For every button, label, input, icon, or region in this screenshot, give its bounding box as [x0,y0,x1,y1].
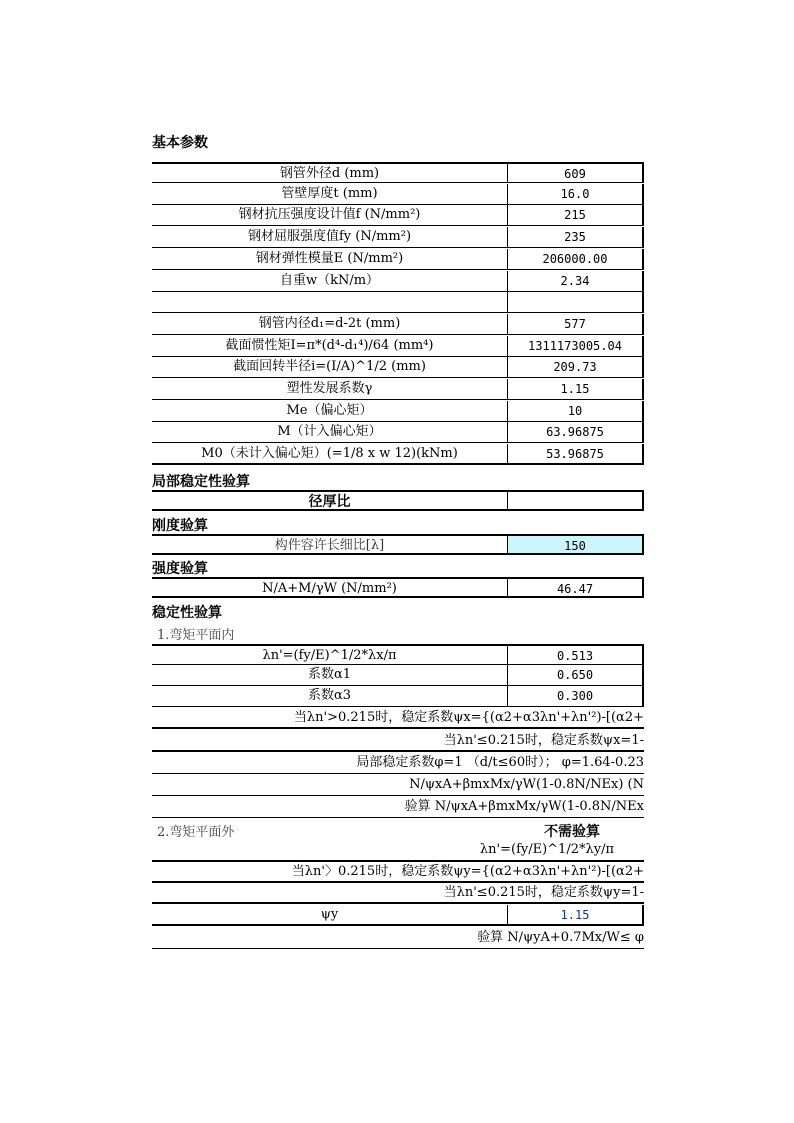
in-plane-check-formula[interactable]: 验算 N/ψxA+βmxMx/γW(1-0.8N/NEx [152,797,644,818]
diameter-thickness-ratio-label: 径厚比 [308,494,351,509]
basic-param-row [152,401,644,422]
local-stability-coefficient[interactable]: 局部稳定系数φ=1 （d/t≤60时）； φ=1.64-0.23 [152,753,644,774]
basic-param-row [152,271,644,292]
in-plane-stress-formula[interactable]: N/ψxA+βmxMx/γW(1-0.8N/NEx) (N [152,775,644,796]
basic-param-row [152,227,644,248]
basic-param-value[interactable] [507,292,644,312]
basic-param-value[interactable]: 209.73 [507,357,644,377]
basic-param-label: 自重w（kN/m） [279,272,380,288]
basic-param-label: 钢管外径d (mm) [279,166,380,181]
section-title-stiffness: 刚度验算 [152,518,208,534]
basic-param-value[interactable]: 2.34 [507,271,644,291]
psi-row [152,905,644,926]
out-plane-title: 2.弯矩平面外 [157,825,235,840]
basic-param-label: M（计入偏心矩） [277,424,382,440]
basic-param-row [152,314,644,335]
diameter-thickness-ratio-value[interactable] [507,492,644,509]
in-plane-title: 1.弯矩平面内 [157,628,235,643]
in-plane-row-0 [152,644,644,665]
basic-param-label: Me（偏心矩） [286,402,373,418]
basic-param-label: 钢材屈服强度值fy (N/mm²) [247,229,412,245]
basic-param-label: 钢管内径d₁=d-2t (mm) [258,315,401,331]
section-title-stability: 稳定性验算 [152,605,222,621]
basic-param-label: 截面回转半径i=(I/A)^1/2 (mm) [233,359,426,375]
basic-param-value[interactable]: 10 [507,401,644,421]
section-title-local-stability: 局部稳定性验算 [152,474,250,490]
in-plane-value[interactable]: 0.513 [507,646,644,664]
in-plane-psi-formula-le[interactable]: 当λn'≤0.215时，稳定系数ψx=1- [152,731,644,752]
strength-formula-label: N/A+M/γW (N/mm²) [262,581,397,596]
basic-param-row [152,292,644,313]
in-plane-value[interactable]: 0.300 [507,686,644,706]
basic-param-row [152,422,644,443]
basic-param-row [152,336,644,357]
basic-param-value[interactable]: 63.96875 [507,422,644,442]
no-check-needed-note: 不需验算 [544,824,600,840]
basic-param-value[interactable]: 215 [507,205,644,225]
in-plane-psi-formula-gt[interactable]: 当λn'>0.215时，稳定系数ψx={(α2+α3λn'+λn'²)-[(α2+ [152,708,644,729]
basic-param-value[interactable]: 53.96875 [507,444,644,463]
stiffness-row [152,534,644,555]
basic-param-value[interactable]: 16.0 [507,184,644,204]
basic-param-row [152,357,644,378]
basic-param-value[interactable]: 206000.00 [507,249,644,269]
strength-row [152,577,644,598]
basic-param-row [152,444,644,465]
in-plane-label: 系数α3 [307,688,352,703]
basic-param-label: 钢材抗压强度设计值f (N/mm²) [238,207,421,223]
in-plane-label: λn'=(fy/E)^1/2*λx/π [262,648,397,663]
out-plane-psi-formula-gt[interactable]: 当λn'〉0.215时，稳定系数ψy={(α2+α3λn'+λn'²)-[(α2+ [152,860,644,883]
basic-param-row [152,379,644,400]
basic-param-label: 截面惯性矩I=π*(d⁴-d₁⁴)/64 (mm⁴) [225,337,434,353]
basic-param-row [152,162,644,183]
psi-label: ψy [320,907,339,922]
psi-value[interactable]: 1.15 [507,905,644,924]
basic-param-value[interactable]: 235 [507,227,644,247]
basic-param-value[interactable]: 1.15 [507,379,644,399]
basic-param-value[interactable]: 1311173005.04 [507,336,644,356]
basic-param-row [152,249,644,270]
allowable-slenderness-value[interactable]: 150 [507,536,644,553]
in-plane-label: 系数α1 [307,667,352,682]
allowable-slenderness-label: 构件容许长细比[λ] [274,538,385,553]
basic-param-label [152,292,507,312]
in-plane-value[interactable]: 0.650 [507,665,644,685]
basic-param-row [152,184,644,205]
section-title-basic: 基本参数 [152,135,208,151]
basic-param-label: 塑性发展系数γ [286,381,373,396]
in-plane-row-1 [152,665,644,686]
out-plane-final-check[interactable]: 验算 N/ψyA+0.7Mx/W≤ φ [152,928,644,949]
basic-param-row [152,205,644,226]
basic-param-value[interactable]: 577 [507,314,644,334]
basic-param-label: M0（未计入偏心矩）(=1/8 x w 12)(kNm) [201,446,458,462]
local-stability-row [152,490,644,511]
section-title-strength: 强度验算 [152,561,208,577]
basic-param-label: 钢材弹性模量E (N/mm²) [255,250,404,266]
in-plane-row-2 [152,686,644,707]
out-plane-psi-formula-le[interactable]: 当λn'≤0.215时，稳定系数ψy=1- [152,883,644,904]
basic-param-label: 管壁厚度t (mm) [281,185,378,201]
out-plane-lambda-formula[interactable]: λn'=(fy/E)^1/2*λy/π [479,842,614,857]
basic-param-value[interactable]: 609 [507,164,644,182]
strength-value[interactable]: 46.47 [507,579,644,596]
